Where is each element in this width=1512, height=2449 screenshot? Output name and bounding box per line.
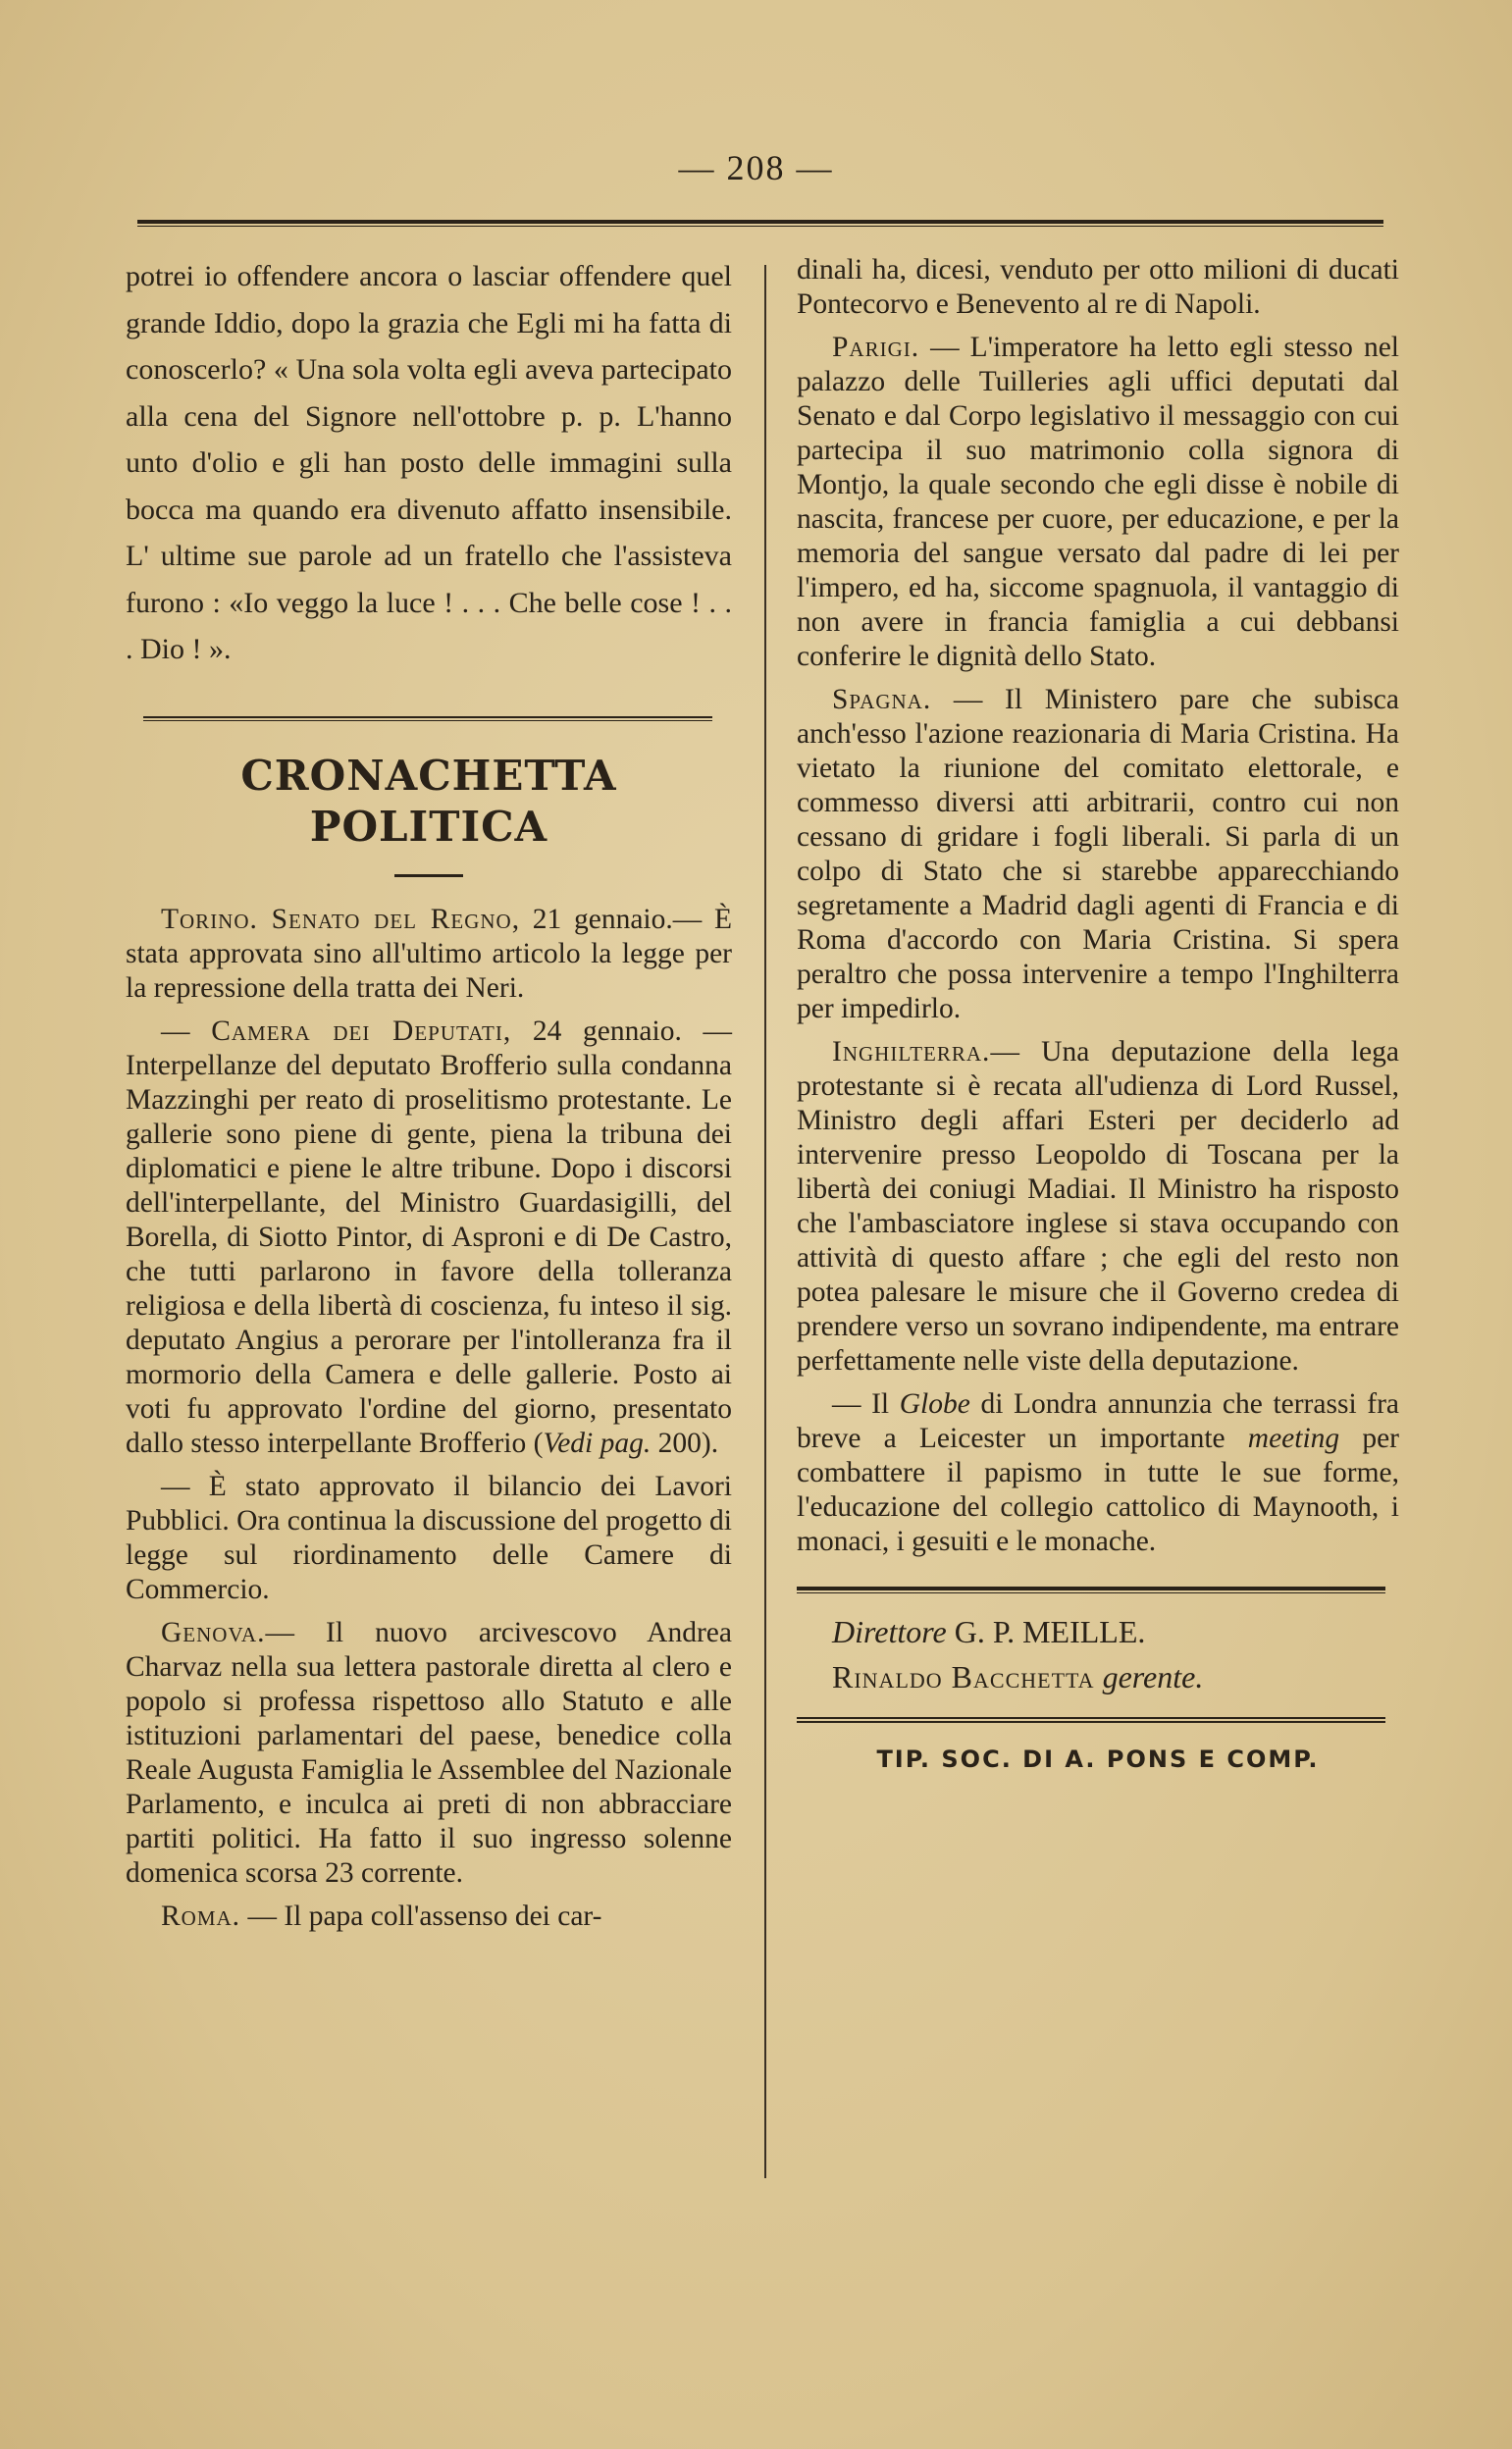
printer-divider	[797, 1717, 1385, 1723]
dateline: Spagna.	[832, 684, 932, 715]
dateline: Camera dei Deputati,	[211, 1015, 512, 1047]
article-text: di Londra annunzia che terrassi fra breve a Leicester un importante	[797, 1388, 1399, 1454]
article-text-end: 200).	[651, 1427, 719, 1459]
page-number: — 208 —	[678, 148, 834, 187]
right-column	[797, 253, 1399, 1777]
dateline: Inghilterra.	[832, 1036, 991, 1068]
article-inghilterra	[797, 1035, 1399, 1379]
article-text: — Una deputazione della lega protestante si è recata all'udienza di Lord Russel, Ministro degli affari Esteri per deciderlo ad intervenire presso Leopoldo di Toscana per la libertà dei coniugi Madiai. Il Ministro ha risposto che l'ambasciatore inglese si stava occupando con attività di questo affare ; che egli del resto non potea palesare le misure che il Governo credea di prendere verso un sovrano indipendente, ma entrare perfettamente nelle viste della deputazione.	[797, 1036, 1399, 1377]
article-lavori-pubblici: — È stato approvato il bilancio dei Lavori Pubblici. Ora continua la discussione del progetto di legge sul riordinamento delle Camere di Commercio.	[126, 1470, 732, 1605]
section-divider	[143, 716, 712, 721]
director-line	[832, 1609, 1399, 1654]
section-title: CRONACHETTA POLITICA	[240, 751, 617, 851]
article-text: — Il nuovo arcivescovo Andrea Charvaz nella sua lettera pastorale diretta al clero e popolo si professa rispettoso allo Statuto e alle istituzioni parlamentari del paese, benedice colla Reale Augusta Famiglia le Assemblee del Nazionale Parlamento, e inculca ai preti di non abbracciare partiti politici. Ha fatto il suo ingresso solenne domenica scorsa 23 corrente.	[126, 1616, 732, 1889]
article-parigi	[797, 331, 1399, 674]
article-roma-continued: dinali ha, dicesi, venduto per otto milioni di ducati Pontecorvo e Benevento al re di Napoli.	[797, 254, 1399, 320]
cross-reference: Vedi pag.	[543, 1427, 652, 1459]
dateline: Torino. Senato del Regno,	[161, 903, 521, 935]
printer-imprint: TIP. SOC. DI A. PONS E COMP.	[876, 1746, 1320, 1773]
left-column	[126, 253, 732, 1943]
article-text: 21 gennaio.— È stata approvata sino all'ultimo articolo la legge per la repressione della tratta dei Neri.	[126, 903, 732, 1004]
article-text: — Il Ministero pare che subisca anch'esso l'azione reazionaria di Maria Cristina. Ha vietato la riunione del comitato elettorale, e commesso diversi atti arbitrarii, contro cui non cessano di gridare i fogli liberali. Si parla di un colpo di Stato che si starebbe apparecchiando segretamente a Madrid dagli agenti di Francia e di Roma d'accordo con Maria Cristina. Si spera peraltro che possa intervenire a tempo l'Inghilterra per impedirlo.	[797, 684, 1399, 1024]
manager-line	[832, 1654, 1399, 1699]
article-genova	[126, 1616, 732, 1891]
dateline: Parigi.	[832, 332, 920, 363]
director-label: Direttore	[832, 1614, 947, 1649]
newspaper-name: Globe	[899, 1388, 970, 1420]
article-text: 24 gennaio. — Interpellanze del deputato Brofferio sulla condanna Mazzinghi per reato di proselitismo protestante. Le gallerie sono piene di gente, piena la tribuna dei diplomatici e piene le altre tribune. Dopo i discorsi dell'interpellante, del Ministro Guardasigilli, del Borella, di Siotto Pintor, di Asproni e di De Castro, che tutti parlarono in favore della tolleranza religiosa e della libertà di coscienza, fu inteso il sig. deputato Angius a perorare per l'intolleranza fra il mormorio della Camera e delle gallerie. Posto ai voti fu approvato l'ordine del giorno, presentato dallo stesso interpellante Brofferio (	[126, 1015, 732, 1459]
director-name: G. P. MEILLE.	[954, 1614, 1146, 1649]
article-text: per combattere il papismo in tutte le sue forme, l'educazione del collegio cattolico di Maynooth, i monaci, i gesuiti e le monache.	[797, 1423, 1399, 1557]
article-camera-deputati	[126, 1015, 732, 1461]
manager-label: gerente.	[1102, 1659, 1204, 1694]
article-torino-senato	[126, 903, 732, 1006]
credits-divider	[797, 1587, 1385, 1593]
article-spagna	[797, 683, 1399, 1026]
column-divider	[764, 265, 766, 2178]
article-roma	[126, 1900, 732, 1934]
intro-paragraph: potrei io offendere ancora o lasciar offendere quel grande Iddio, dopo la grazia che Egli mi ha fatta di conoscerlo? « Una sola volta egli aveva partecipato alla cena del Signore nell'ottobre p. p. L'hanno unto d'olio e gli han posto delle immagini sulla bocca ma quando era divenuto affatto insensibile. L' ultime sue parole ad un fratello che l'assisteva furono : «Io veggo la luce ! . . . Che belle cose ! . . . Dio ! ».	[126, 260, 732, 665]
article-text: — L'imperatore ha letto egli stesso nel palazzo delle Tuilleries agli uffici deputati dal Senato e dal Corpo legislativo il messaggio con cui partecipa il suo matrimonio colla signora di Montjo, la quale secondo che egli disse è nobile di nascita, francese per cuore, per educazione, e per la memoria del sangue versato dal padre di lei per l'impero, ed ha, siccome spagnuola, il vantaggio di non avere in francia famiglia a cui debbansi conferire le dignità dello Stato.	[797, 332, 1399, 672]
article-globe	[797, 1387, 1399, 1559]
credits	[797, 1609, 1399, 1699]
header-rule	[137, 220, 1383, 227]
foreign-term: meeting	[1247, 1423, 1340, 1454]
article-text: — Il papa coll'assenso dei car-	[240, 1900, 602, 1932]
dateline: Roma.	[161, 1900, 241, 1932]
manager-name: Rinaldo Bacchetta	[832, 1659, 1095, 1694]
article-text: — Il	[832, 1388, 900, 1420]
dateline: Genova.	[161, 1616, 266, 1648]
dash: —	[161, 1015, 212, 1047]
title-underline	[394, 874, 463, 877]
